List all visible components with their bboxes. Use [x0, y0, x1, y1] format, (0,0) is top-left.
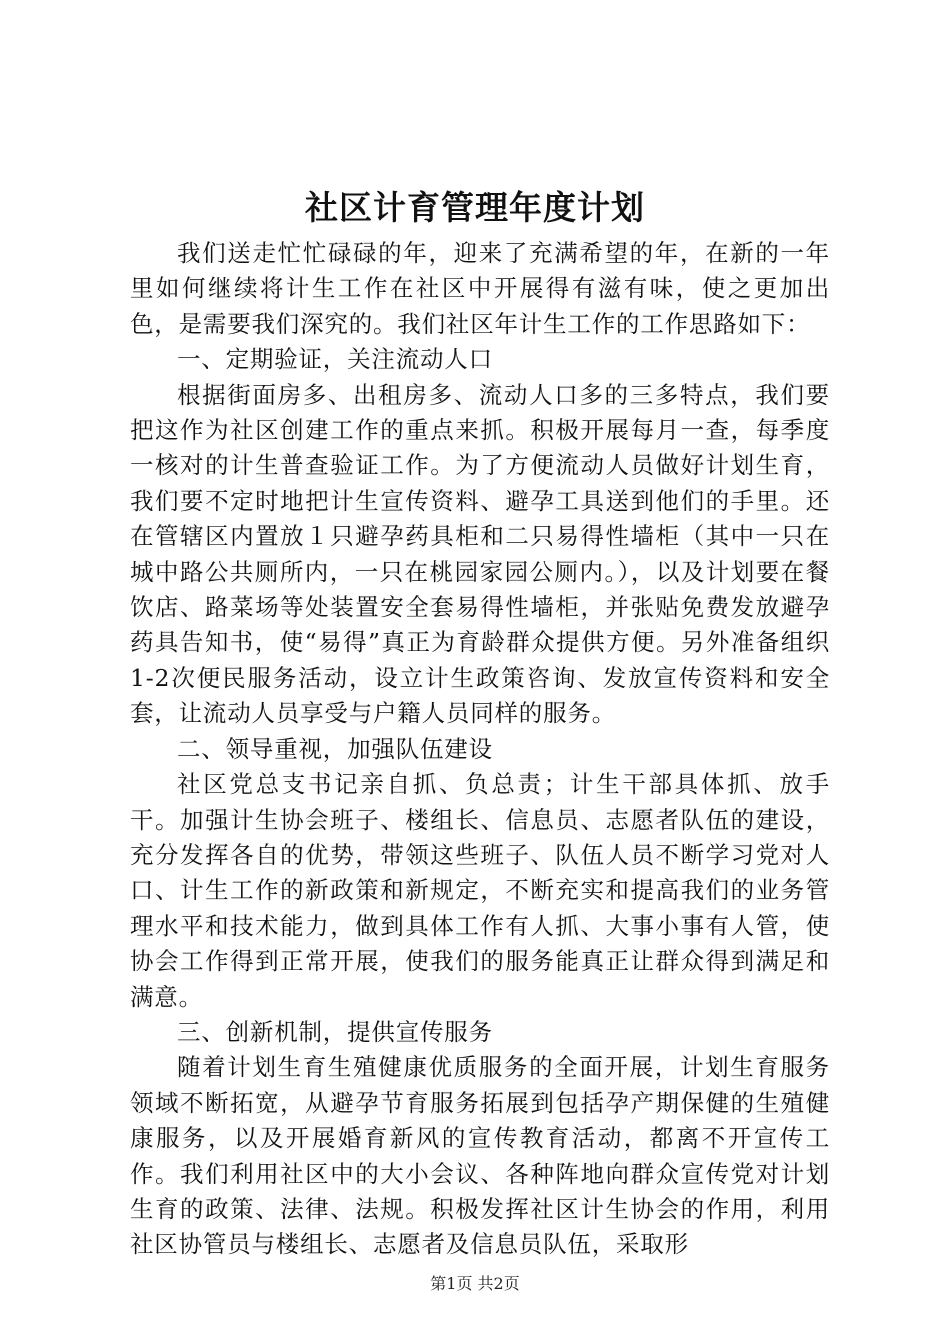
section-paragraph-1: 根据街面房多、出租房多、流动人口多的三多特点，我们要把这作为社区创建工作的重点来抓。积极开展每月一查，每季度一核对的计生普查验证工作。为了方便流动人员做好计划生育，我们要不定时地把计生宣传资料、避孕工具送到他们的手里。还在管辖区内置放１只避孕药具柜和二只易得性墙柜（其中一只在城中路公共厕所内，一只在桃园家园公厕内。），以及计划要在餐饮店、路菜场等处装置安全套易得性墙柜，并张贴免费发放避孕药具告知书，使“易得”真正为育龄群众提供方便。另外准备组织1-2次便民服务活动，设立计生政策咨询、发放宣传资料和安全套，让流动人员享受与户籍人员同样的服务。: [130, 380, 830, 728]
section-heading-1: 一、定期验证，关注流动人口: [177, 345, 493, 374]
section-heading-3: 三、创新机制，提供宣传服务: [177, 1017, 493, 1046]
intro-paragraph: 我们送走忙忙碌碌的年，迎来了充满希望的年，在新的一年里如何继续将计生工作在社区中开展得有滋有味，使之更加出色，是需要我们深究的。我们社区年计生工作的工作思路如下：: [130, 239, 830, 338]
section-paragraph-3: 随着计划生育生殖健康优质服务的全面开展，计划生育服务领域不断拓宽，从避孕节育服务拓展到包括孕产期保健的生殖健康服务，以及开展婚育新风的宣传教育活动，都离不开宣传工作。我们利用社区中的大小会议、各种阵地向群众宣传党对计划生育的政策、法律、法规。积极发挥社区计生协会的作用，利用社区协管员与楼组长、志愿者及信息员队伍，采取形: [130, 1053, 830, 1259]
section-heading-2: 二、领导重视，加强队伍建设: [177, 734, 493, 763]
document-title: 社区计育管理年度计划: [305, 188, 645, 227]
section-paragraph-2: 社区党总支书记亲自抓、负总责；计生干部具体抓、放手干。加强计生协会班子、楼组长、信息员、志愿者队伍的建设，充分发挥各自的优势，带领这些班子、队伍人员不断学习党对人口、计生工作的新政策和新规定，不断充实和提高我们的业务管理水平和技术能力，做到具体工作有人抓、大事小事有人管，使协会工作得到正常开展，使我们的服务能真正让群众得到满足和满意。: [130, 770, 830, 1011]
document-body: [130, 236, 830, 1263]
page-footer: 第1页 共2页: [430, 1274, 520, 1293]
